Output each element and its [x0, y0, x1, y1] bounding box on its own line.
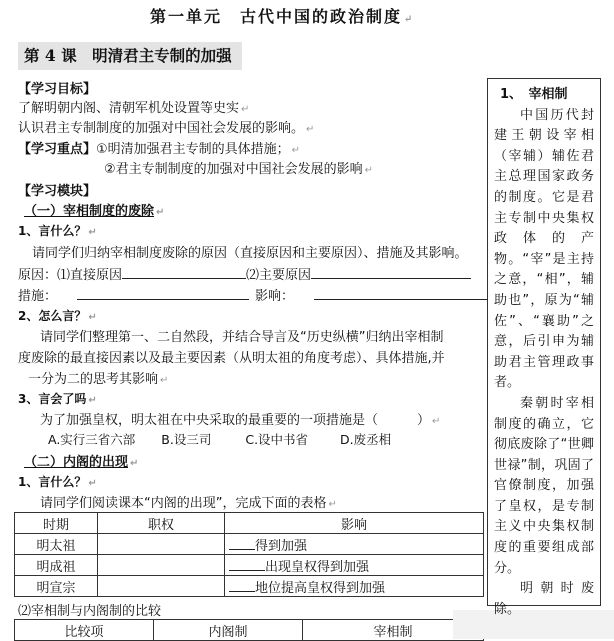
table-header-cell: 时期 [15, 513, 98, 534]
paragraph-return-icon: ↵ [88, 312, 97, 323]
option-c[interactable]: C.设中书省 [245, 432, 309, 447]
compare-title: ⑵宰相制与内阁制的比较 [18, 604, 162, 619]
table-header-cell: 职权 [98, 513, 225, 534]
section1-q2-label: 2、怎么言？ ↵ [18, 309, 97, 323]
paragraph-return-icon: ↵ [291, 145, 301, 156]
key-points-heading: 【学习重点】 [18, 142, 97, 157]
table-header-cell: 比较项 [15, 620, 154, 641]
sidebar-paragraph-2: 秦朝时宰相制度的确立，它彻底废除了“世卿世禄”制，巩固了官僚制度，加强了皇权，是专制主义中央集权制度的重要组成部分。 [494, 395, 594, 576]
paragraph-return-icon: ↵ [306, 124, 315, 135]
paragraph-return-icon: ↵ [88, 395, 97, 406]
table-cell: 地位提高皇权得到加强 [225, 576, 484, 597]
table-cell: 明太祖 [15, 534, 98, 555]
table-cell-input[interactable] [98, 555, 225, 576]
section1-q2-line3: 一分为二的思考其影响 ↵ [28, 372, 169, 387]
key-points [18, 138, 300, 157]
measure-line [18, 285, 490, 304]
compare-table [14, 619, 484, 641]
direct-reason-label: ⑴直接原因 [57, 268, 123, 283]
paragraph-return-icon: ↵ [328, 499, 337, 510]
table-cell: 得到加强 [225, 534, 484, 555]
main-reason-label: ⑵主要原因 [246, 268, 312, 283]
section1-q2-line1: 请同学们整理第一、二自然段，并结合导言及“历史纵横”归纳出宰相制 [40, 330, 444, 345]
measure-blank[interactable] [77, 287, 249, 300]
option-b[interactable]: B.设三司 [161, 432, 212, 447]
paragraph-return-icon: ↵ [88, 227, 97, 238]
fill-blank[interactable] [229, 558, 265, 571]
direct-reason-blank[interactable] [122, 266, 246, 279]
table-header-cell: 影响 [225, 513, 484, 534]
table-cell-input[interactable] [98, 576, 225, 597]
table-cell: 明宣宗 [15, 576, 98, 597]
paragraph-return-icon: ↵ [432, 416, 441, 427]
table-row [15, 534, 484, 555]
table-header-cell: 内阁制 [154, 620, 303, 641]
table-cell: 明成祖 [15, 555, 98, 576]
lesson-title: 第 4 课 明清君主专制的加强 [18, 42, 242, 70]
key-point-1: ①明清加强君主专制的具体措施； [96, 142, 290, 157]
compare-header-row [15, 620, 484, 641]
paragraph-return-icon: ↵ [88, 478, 97, 489]
fill-blank[interactable] [229, 537, 255, 550]
section2-heading: （二）内阁的出现 ↵ [24, 455, 139, 470]
section2-q1-prompt: 请同学们阅读课本“内阁的出现”，完成下面的表格 ↵ [40, 496, 337, 511]
measure-label: 措施： [18, 289, 58, 304]
paragraph-return-icon: ↵ [130, 458, 139, 469]
paragraph-return-icon: ↵ [160, 375, 169, 386]
impact-blank[interactable] [314, 287, 490, 300]
impact-label: 影响： [255, 289, 295, 304]
table-header-row [15, 513, 484, 534]
section1-q2-line2: 度废除的最直接因素以及最主要因素（从明太祖的角度考虑）、具体措施,并 [18, 351, 445, 366]
paragraph-return-icon: ↵ [364, 165, 374, 176]
option-d[interactable]: D.废丞相 [340, 432, 392, 447]
main-reason-blank[interactable] [311, 266, 471, 279]
table-row [15, 576, 484, 597]
modules-heading: 【学习模块】 [18, 184, 97, 199]
section1-q3-options [48, 430, 391, 448]
reason-line [18, 264, 471, 283]
section2-q1-label: 1、言什么？ ↵ [18, 475, 97, 489]
option-a[interactable]: A.实行三省六部 [48, 432, 136, 447]
objective-item-2: 认识君主专制制度的加强对中国社会发展的影响。 ↵ [18, 121, 315, 136]
fill-blank[interactable] [229, 579, 255, 592]
section1-heading: （一）宰相制度的废除 ↵ [24, 204, 165, 219]
objectives-heading: 【学习目标】 [18, 82, 97, 97]
paragraph-return-icon: ↵ [156, 207, 165, 218]
reason-label: 原因： [18, 268, 58, 283]
section1-q1-label: 1、言什么？ ↵ [18, 224, 97, 238]
table-cell: 出现皇权得到加强 [225, 555, 484, 576]
cabinet-table [14, 512, 484, 597]
sidebar-note-box [487, 78, 601, 617]
key-point-2: ②君主专制制度的加强对中国社会发展的影响 ↵ [104, 162, 374, 177]
table-header-cell: 宰相制 [303, 620, 484, 641]
paragraph-return-icon: ↵ [404, 14, 415, 25]
section1-q3-question: 为了加强皇权，明太祖在中央采取的最重要的一项措施是（ ） ↵ [40, 413, 441, 428]
objective-item-1: 了解明朝内阁、清朝军机处设置等史实 ↵ [18, 101, 250, 116]
table-cell-input[interactable] [98, 534, 225, 555]
sidebar-heading: 1、 宰相制 [500, 87, 568, 102]
section1-q1-prompt: 请同学们归纳宰相制度废除的原因（直接原因和主要原因）、措施及其影响。 [32, 246, 468, 261]
table-row [15, 555, 484, 576]
sidebar-paragraph-3: 明朝时废除。 [494, 581, 594, 617]
section1-q3-label: 3、言会了吗 ↵ [18, 392, 97, 406]
paragraph-return-icon: ↵ [241, 104, 250, 115]
sidebar-paragraph-1: 中国历代封建王朝设宰相（宰辅）辅佐君主总理国家政务的制度。它是君主专制中央集权政体的产物。“宰”是主持之意，“相”，辅助也”，原为“辅佐”、“襄助”之意，后引申为辅助君主管理政事者。 [494, 107, 594, 391]
unit-title: 第一单元 古代中国的政治制度 ↵ [150, 7, 415, 26]
